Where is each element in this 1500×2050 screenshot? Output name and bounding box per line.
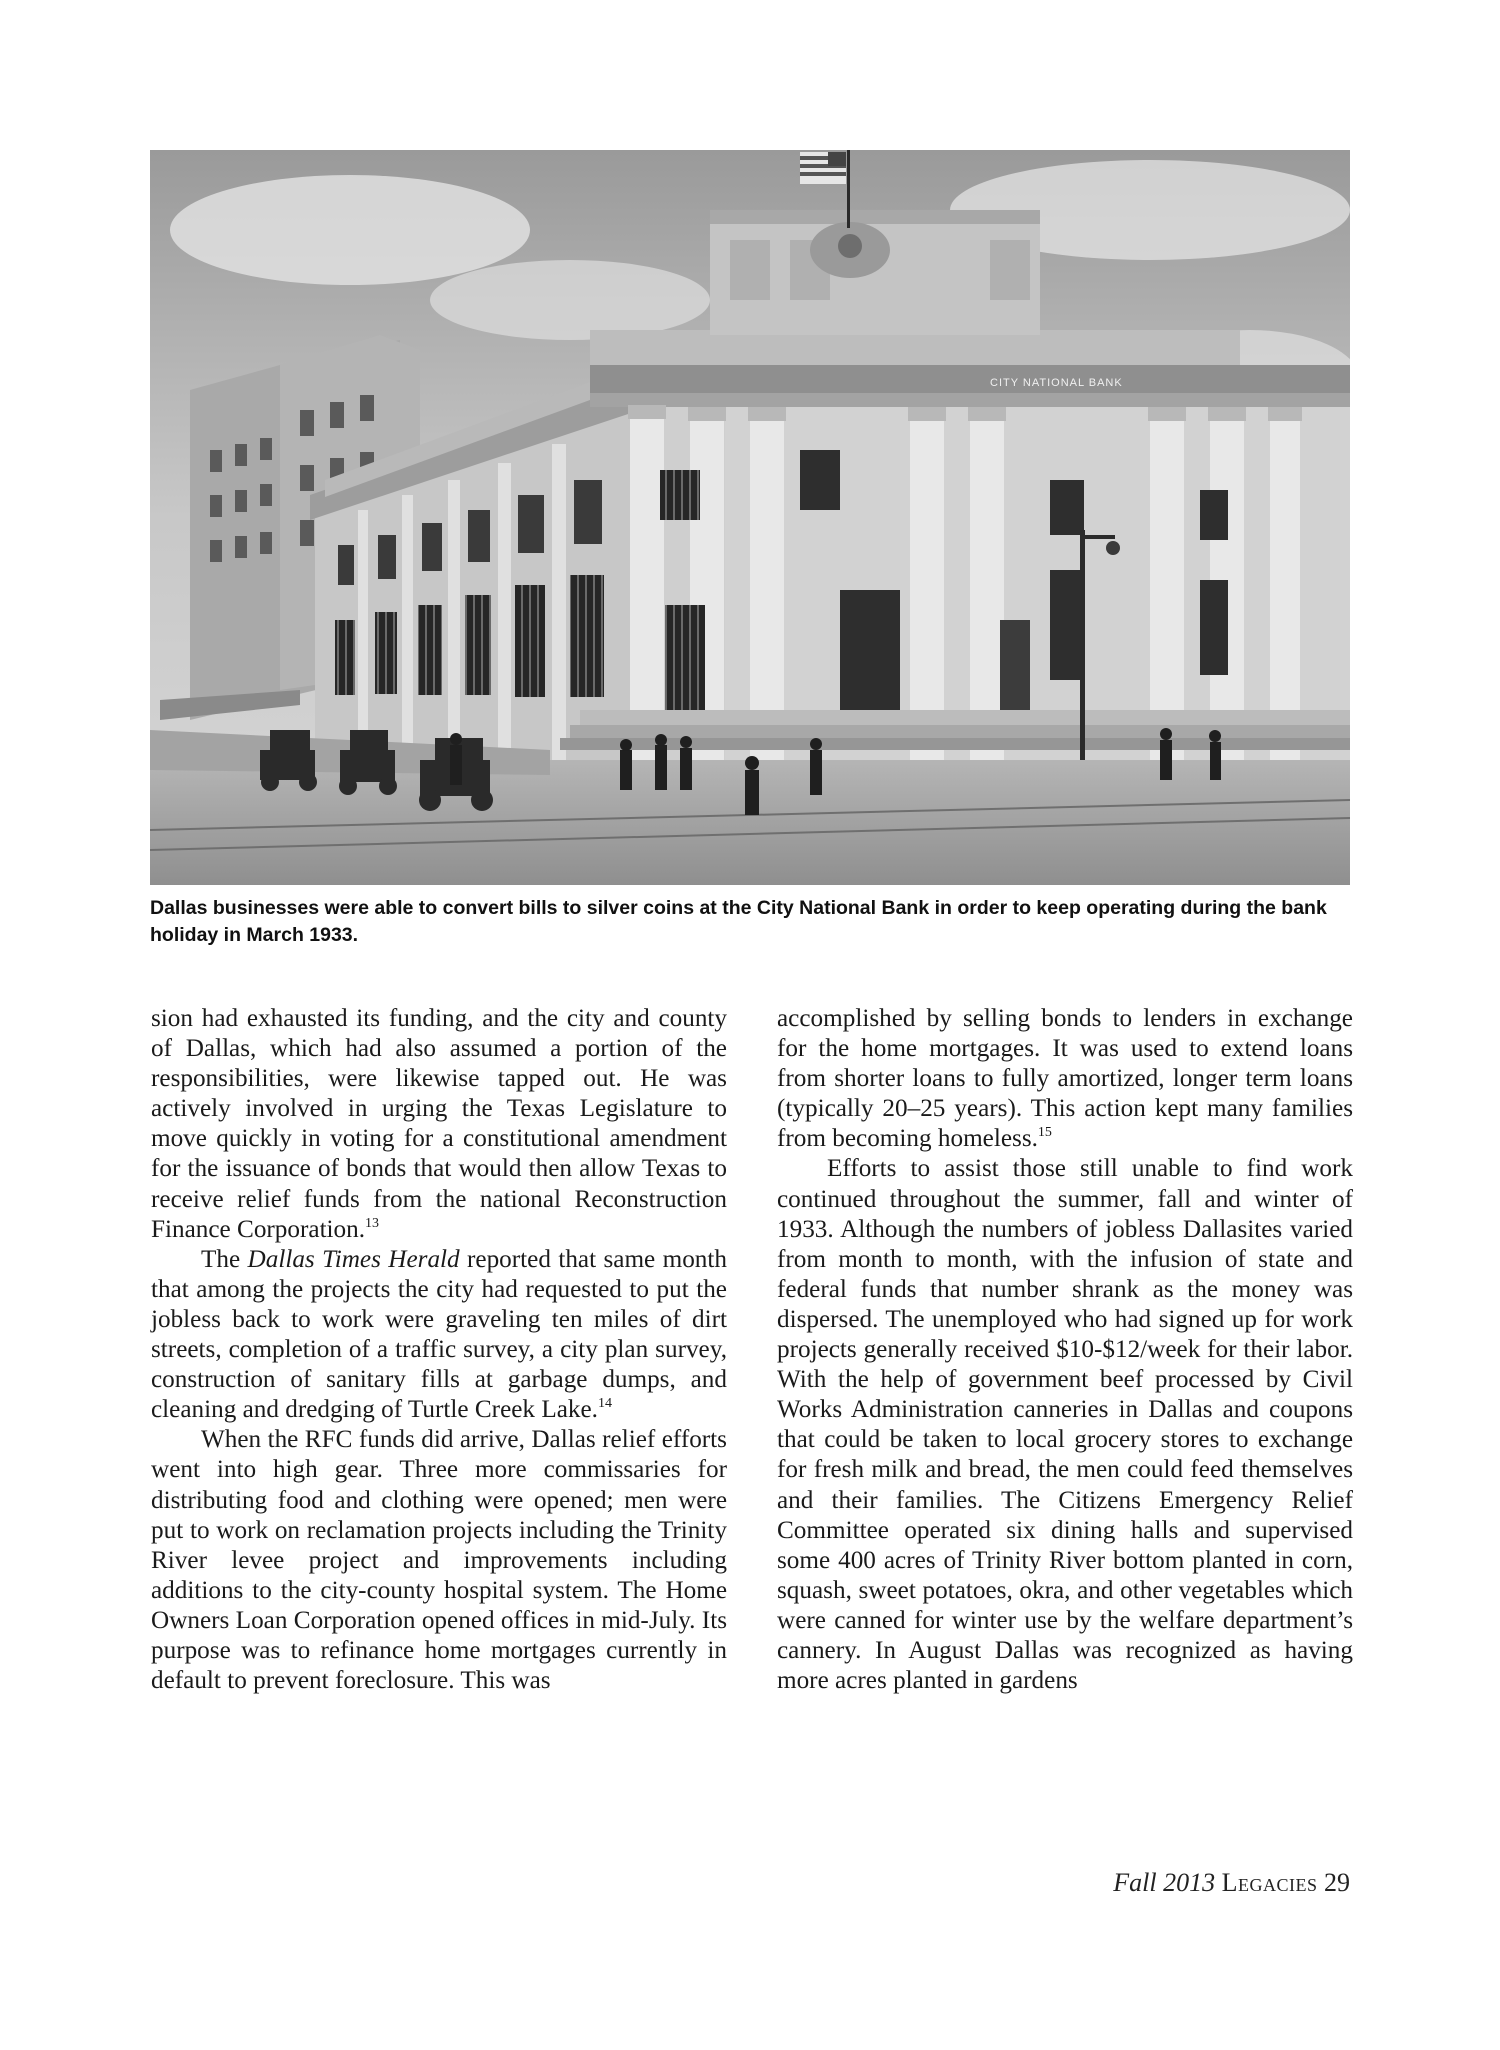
bank-sign-text: CITY NATIONAL BANK: [990, 377, 1123, 389]
left-column: [151, 1004, 727, 1696]
paragraph-text: When the RFC funds did arrive, Dallas relief efforts went into high gear. Three more commissaries for distributing food and clothing were opened; men were put to work on reclamation projects including the Trinity River levee project and improvements including additions to the city-county hospital system. The Home Owners Loan Corporation opened offices in mid-July. Its purpose was to refinance home mortgages currently in default to prevent foreclosure. This was: [151, 1426, 727, 1695]
footnote-marker: 13: [365, 1215, 380, 1231]
paragraph-text: Efforts to assist those still unable to find work continued throughout the summer, fall and winter of 1933. Although the numbers of jobless Dallasites varied from month to month, with the infusion of state and federal funds that number shrank as the money was dispersed. The unemployed who had signed up for work projects generally received $10-$12/week for their labor. With the help of government beef processed by Civil Works Administration canneries in Dallas and coupons that could be taken to local grocery stores to exchange for fresh milk and bread, the men could feed themselves and their families. The Citizens Emergency Relief Committee operated six dining halls and supervised some 400 acres of Trinity River bottom planted in corn, squash, sweet potatoes, okra, and other vegetables which were canned for winter use by the welfare department’s cannery. In August Dallas was recognized as having more acres planted in gardens: [777, 1155, 1353, 1695]
paragraph: [151, 1425, 727, 1696]
paragraph-text: The: [201, 1245, 248, 1273]
paragraph: [151, 1004, 727, 1245]
paragraph-text: accomplished by selling bonds to lenders in exchange for the home mortgages. It was used to extend loans from shorter loans to fully amortized, longer term loans (typically 20–25 years). This action kept many families from becoming homeless.: [777, 1005, 1353, 1153]
bank-photo: [150, 150, 1350, 885]
issue-season: Fall 2013: [1113, 1868, 1216, 1897]
footnote-marker: 14: [597, 1396, 612, 1412]
paragraph: [777, 1004, 1353, 1154]
right-column: [777, 1004, 1353, 1696]
page-number: 29: [1324, 1868, 1350, 1897]
paragraph: [777, 1154, 1353, 1696]
paragraph-text: sion had exhausted its funding, and the city and county of Dallas, which had also assumed a portion of the responsibilities, were likewise tapped out. He was actively involved in urging the Texas Legislature to move quickly in voting for a constitutional amendment for the issuance of bonds that would then allow Texas to receive relief funds from the national Reconstruction Finance Corporation.: [151, 1005, 727, 1243]
footnote-marker: 15: [1037, 1125, 1052, 1141]
paragraph: [151, 1245, 727, 1426]
paragraph-text: reported that same month that among the projects the city had requested to put the jobless back to work were graveling ten miles of dirt streets, completion of a traffic survey, a city plan survey, construction of sanitary fills at garbage dumps, and cleaning and dredging of Turtle Creek Lake.: [151, 1245, 727, 1424]
photo-caption: Dallas businesses were able to convert bills to silver coins at the City National Bank in order to keep operating during the bank holiday in March 1933.: [150, 897, 1327, 946]
newspaper-title: Dallas Times Herald: [247, 1245, 460, 1273]
page-footer: [1113, 1868, 1350, 1898]
journal-name: Legacies: [1221, 1868, 1318, 1897]
